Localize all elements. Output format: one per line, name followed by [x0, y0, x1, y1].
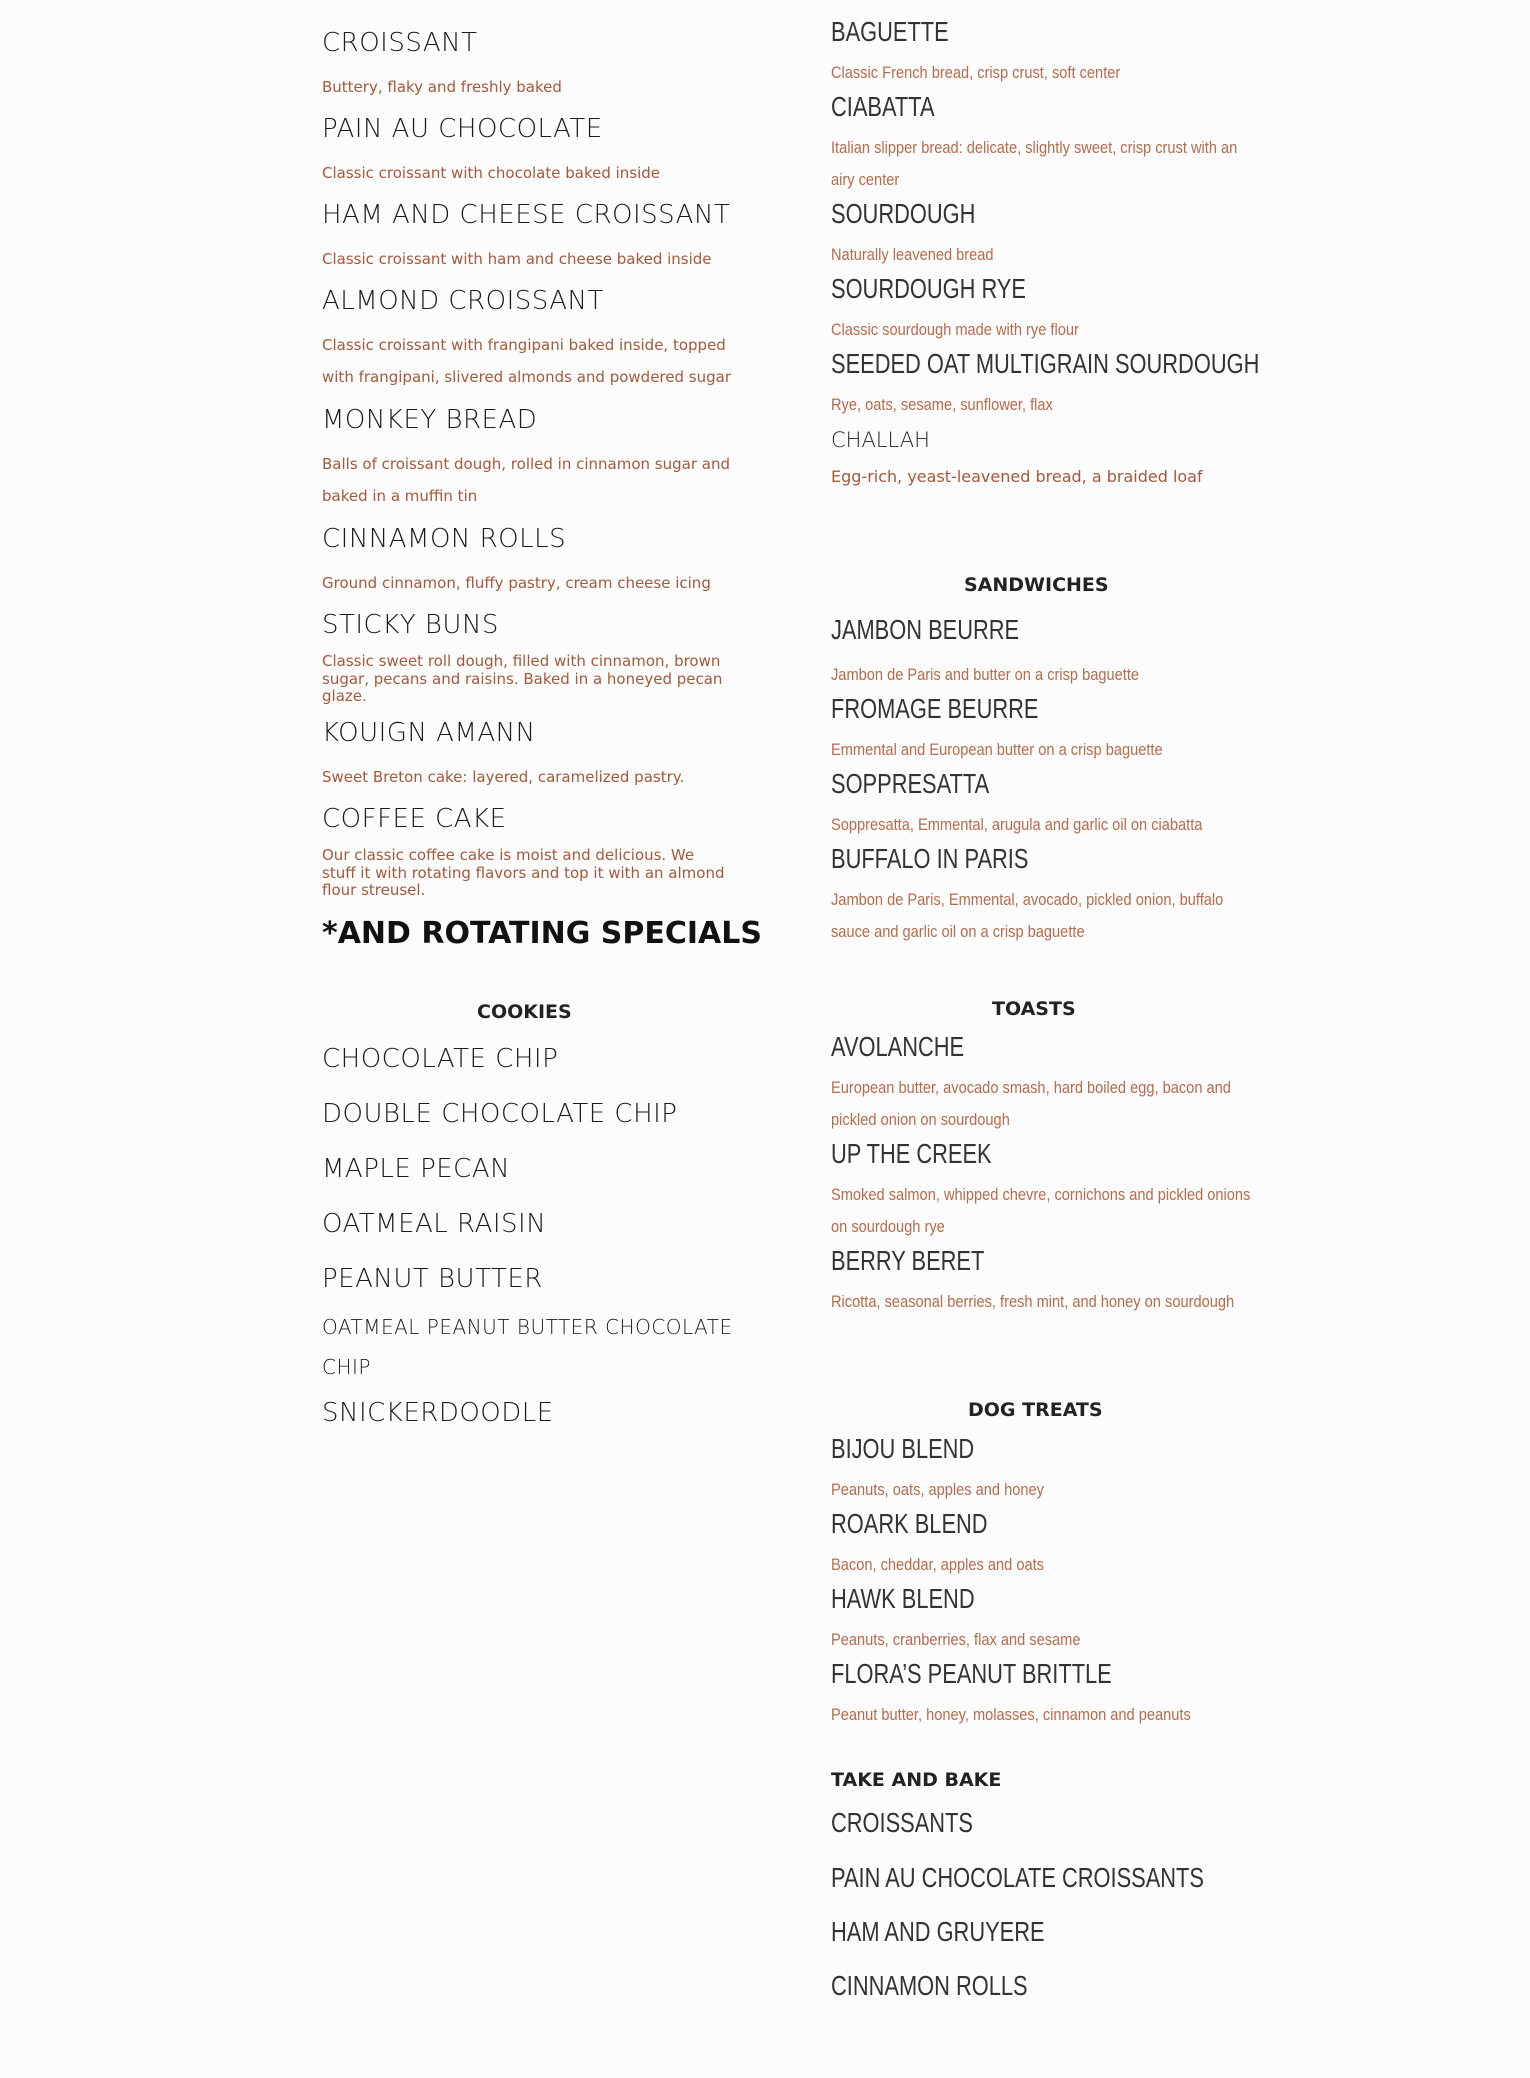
- menu-item-title: CINNAMON ROLLS: [322, 524, 567, 554]
- take-and-bake-item: CROISSANTS: [831, 1807, 973, 1838]
- section-heading-cookies: COOKIES: [477, 1001, 572, 1023]
- menu-item-description: Ground cinnamon, fluffy pastry, cream cheese icing: [322, 574, 711, 592]
- menu-item-description: Classic croissant with frangipani baked inside, topped with frangipani, slivered almonds and powdered sugar: [322, 336, 731, 386]
- menu-item-description: Peanut butter, honey, molasses, cinnamon and peanuts: [831, 1705, 1191, 1724]
- menu-item-title: HAM AND CHEESE CROISSANT: [322, 200, 731, 230]
- menu-item-title: ALMOND CROISSANT: [322, 286, 604, 316]
- menu-item-description: Balls of croissant dough, rolled in cinnamon sugar and baked in a muffin tin: [322, 455, 730, 505]
- cookie-item: PEANUT BUTTER: [322, 1264, 543, 1294]
- menu-item-title: BERRY BERET: [831, 1245, 985, 1276]
- menu-item-description: Emmental and European butter on a crisp baguette: [831, 740, 1163, 759]
- menu-item-description: Peanuts, oats, apples and honey: [831, 1480, 1044, 1499]
- menu-item-description: Classic French bread, crisp crust, soft center: [831, 63, 1121, 82]
- menu-item-description: Peanuts, cranberries, flax and sesame: [831, 1630, 1081, 1649]
- menu-item-description: Bacon, cheddar, apples and oats: [831, 1555, 1044, 1574]
- take-and-bake-item: HAM AND GRUYERE: [831, 1916, 1045, 1947]
- menu-item-description: Classic sweet roll dough, filled with cinnamon, brown sugar, pecans and raisins. Baked in a honeyed pecan glaze.: [322, 652, 723, 705]
- menu-item-title: BUFFALO IN PARIS: [831, 843, 1029, 874]
- menu-item-description: Sweet Breton cake: layered, caramelized pastry.: [322, 768, 685, 786]
- menu-item-description: Classic sourdough made with rye flour: [831, 320, 1079, 339]
- menu-item-title: MONKEY BREAD: [322, 405, 538, 435]
- menu-item-title: AVOLANCHE: [831, 1031, 965, 1062]
- menu-item-description: Soppresatta, Emmental, arugula and garlic oil on ciabatta: [831, 815, 1203, 834]
- menu-item-title: COFFEE CAKE: [322, 804, 507, 834]
- menu-item-title: ROARK BLEND: [831, 1508, 988, 1539]
- cookie-item: CHOCOLATE CHIP: [322, 1044, 559, 1074]
- menu-item-description: Ricotta, seasonal berries, fresh mint, and honey on sourdough: [831, 1292, 1235, 1311]
- menu-item-title: JAMBON BEURRE: [831, 614, 1020, 645]
- menu-item-title: CROISSANT: [322, 28, 478, 58]
- menu-item-description: Buttery, flaky and freshly baked: [322, 78, 562, 96]
- menu-item-description: Rye, oats, sesame, sunflower, flax: [831, 395, 1053, 414]
- menu-item-description: Classic croissant with chocolate baked inside: [322, 164, 661, 182]
- menu-item-title: PAIN AU CHOCOLATE: [322, 114, 603, 144]
- cookie-item: MAPLE PECAN: [322, 1154, 511, 1184]
- menu-item-title: BAGUETTE: [831, 16, 949, 47]
- cookie-item: DOUBLE CHOCOLATE CHIP: [322, 1099, 678, 1129]
- section-heading-toasts: TOASTS: [992, 998, 1076, 1020]
- take-and-bake-item: PAIN AU CHOCOLATE CROISSANTS: [831, 1862, 1204, 1893]
- menu-item-description: Jambon de Paris, Emmental, avocado, pickled onion, buffalo sauce and garlic oil on a crisp baguette: [831, 890, 1224, 941]
- menu-item-title: BIJOU BLEND: [831, 1433, 975, 1464]
- menu-item-title: STICKY BUNS: [322, 610, 499, 640]
- menu-item-description: Our classic coffee cake is moist and delicious. We stuff it with rotating flavors and top it with an almond flour streusel.: [322, 846, 725, 899]
- section-heading-sandwiches: SANDWICHES: [964, 574, 1109, 596]
- cookie-item: OATMEAL RAISIN: [322, 1209, 547, 1239]
- menu-item-title: SOURDOUGH: [831, 198, 976, 229]
- section-heading-dog-treats: DOG TREATS: [968, 1399, 1103, 1421]
- menu-item-description: Egg-rich, yeast-leavened bread, a braided loaf: [831, 467, 1203, 486]
- menu-item-description: Classic croissant with ham and cheese baked inside: [322, 250, 712, 268]
- take-and-bake-item: CINNAMON ROLLS: [831, 1970, 1028, 2001]
- menu-item-title: KOUIGN AMANN: [322, 718, 536, 748]
- menu-item-title: SEEDED OAT MULTIGRAIN SOURDOUGH: [831, 348, 1260, 379]
- menu-item-title: FLORA’S PEANUT BRITTLE: [831, 1658, 1112, 1689]
- section-heading-take-and-bake: TAKE AND BAKE: [831, 1769, 1002, 1791]
- cookie-item: OATMEAL PEANUT BUTTER CHOCOLATE CHIP: [322, 1315, 733, 1379]
- menu-item-description: European butter, avocado smash, hard boiled egg, bacon and pickled onion on sourdough: [831, 1078, 1231, 1129]
- menu-item-title: HAWK BLEND: [831, 1583, 975, 1614]
- rotating-specials-note: *AND ROTATING SPECIALS: [322, 916, 762, 951]
- cookie-item: SNICKERDOODLE: [322, 1398, 554, 1428]
- menu-item-description: Italian slipper bread: delicate, slightly sweet, crisp crust with an airy center: [831, 138, 1238, 189]
- menu-item-title: UP THE CREEK: [831, 1138, 992, 1169]
- menu-item-description: Jambon de Paris and butter on a crisp baguette: [831, 665, 1140, 684]
- menu-item-description: Naturally leavened bread: [831, 245, 994, 264]
- menu-item-title: SOPPRESATTA: [831, 768, 990, 799]
- menu-item-title: CIABATTA: [831, 91, 935, 122]
- menu-item-title: CHALLAH: [831, 428, 930, 452]
- menu-item-title: FROMAGE BEURRE: [831, 693, 1039, 724]
- menu-item-title: SOURDOUGH RYE: [831, 273, 1026, 304]
- menu-item-description: Smoked salmon, whipped chevre, cornichons and pickled onions on sourdough rye: [831, 1185, 1251, 1236]
